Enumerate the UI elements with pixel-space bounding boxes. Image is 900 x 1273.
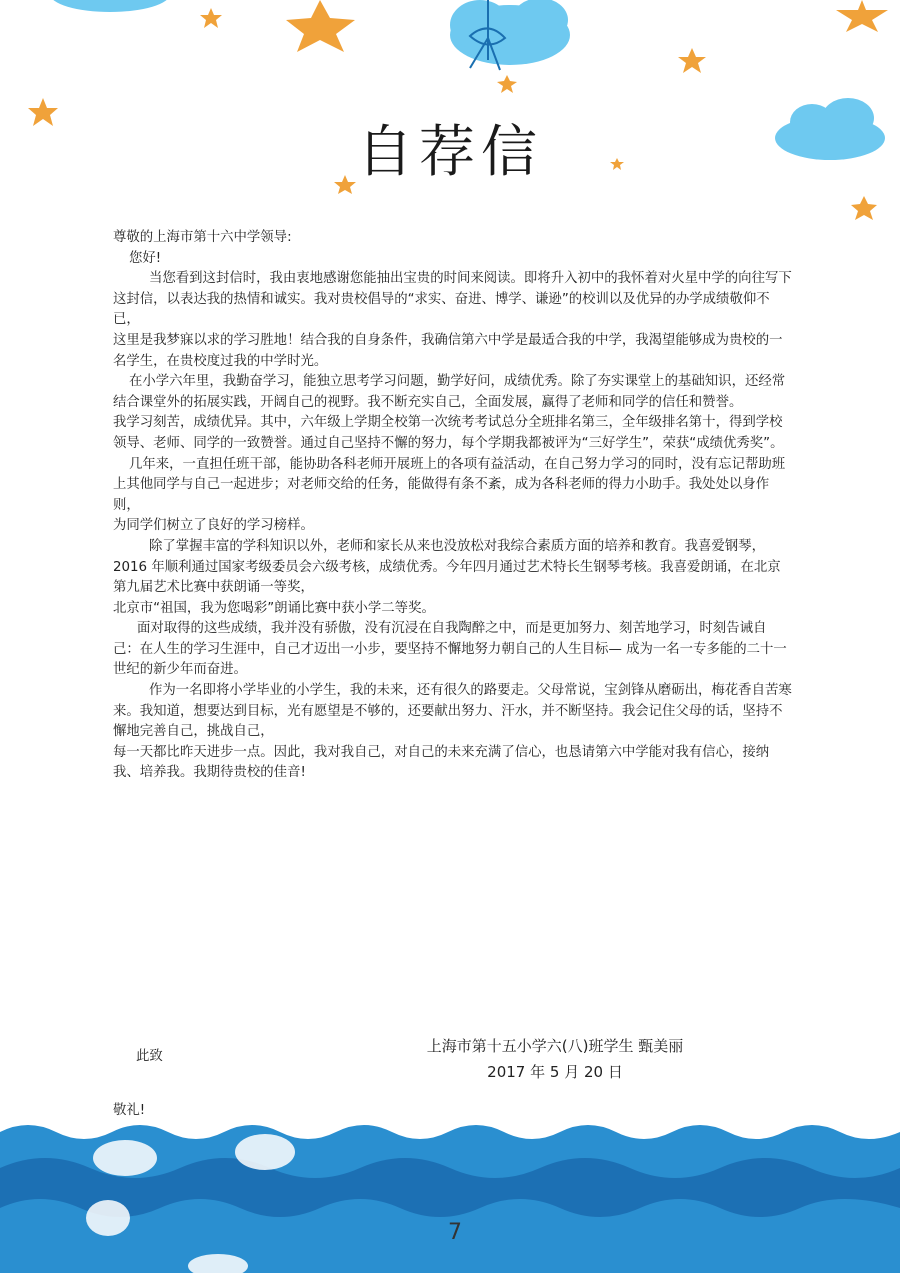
star-icon	[200, 8, 222, 28]
star-icon	[678, 48, 706, 73]
paragraph: 每一天都比昨天进步一点。因此，我对我自己，对自己的未来充满了信心，也恳请第六中学能对我有信心，接纳我、培养我。我期待贵校的佳音!	[113, 744, 770, 781]
star-icon	[497, 75, 517, 93]
letter-body	[113, 228, 793, 784]
paragraph: 当您看到这封信时，我由衷地感谢您能抽出宝贵的时间来阅读。即将升入初中的我怀着对火星中学的向往写下这封信，以表达我的热情和诚实。我对贵校倡导的“求实、奋进、博学、谦逊”的校训以及优异的办学成绩敬仰不已，	[113, 271, 792, 328]
star-icon	[836, 0, 888, 32]
foam-icon	[235, 1134, 295, 1170]
paragraph: 作为一名即将小学毕业的小学生，我的未来，还有很久的路要走。父母常说，宝剑锋从磨砺出，梅花香自苦寒来。我知道，想要达到目标，光有愿望是不够的，还要献出努力、汗水，并不断坚持。我会记住父母的话，坚持不懈地完善自己，挑战自己，	[113, 683, 792, 740]
wave-decoration	[0, 1110, 900, 1273]
paragraph: 面对取得的这些成绩，我并没有骄傲，没有沉浸在自我陶醉之中，而是更加努力、刻苦地学习，时刻告诫自己：在人生的学习生涯中，自己才迈出一小步，要坚持不懈地努力朝自己的人生目标— 成为一名一专多能的二十一世纪的新少年而奋进。	[113, 621, 787, 678]
salutation: 您好!	[129, 250, 162, 266]
gift-cloud-icon	[450, 0, 570, 70]
paragraph: 除了掌握丰富的学科知识以外，老师和家长从来也没放松对我综合素质方面的培养和教育。我喜爱钢琴，2016 年顺利通过国家考级委员会六级考核，成绩优秀。今年四月通过艺术特长生钢琴考核。我喜爱朗诵，在北京第九届艺术比赛中获朗诵一等奖，	[113, 538, 781, 596]
page-title: 自荐信	[357, 120, 543, 185]
paragraph: 北京市“祖国，我为您喝彩”朗诵比赛中获小学二等奖。	[113, 600, 435, 616]
closing-cizhi: 此致	[136, 1049, 163, 1064]
greeting: 尊敬的上海市第十六中学领导:	[113, 230, 292, 245]
date: 2017 年 5 月 20 日	[487, 1063, 623, 1081]
signature: 上海市第十五小学六(八)班学生 甄美丽	[426, 1037, 684, 1055]
cloud-icon	[50, 0, 170, 12]
paragraph: 这里是我梦寐以求的学习胜地！结合我的自身条件，我确信第六中学是最适合我的中学，我渴望能够成为贵校的一名学生，在贵校度过我的中学时光。	[113, 332, 783, 369]
foam-icon	[93, 1140, 157, 1176]
star-icon	[851, 196, 877, 220]
star-icon	[286, 0, 355, 52]
closing-jingli: 敬礼!	[113, 1103, 146, 1118]
paragraph: 几年来，一直担任班干部，能协助各科老师开展班上的各项有益活动，在自己努力学习的同时，没有忘记帮助班上其他同学与自己一起进步；对老师交给的任务，能做得有条不紊，成为各科老师的得力小助手。我处处以身作则，	[113, 456, 786, 513]
paragraph: 在小学六年里，我勤奋学习，能独立思考学习问题，勤学好问，成绩优秀。除了夯实课堂上的基础知识，还经常结合课堂外的拓展实践，开阔自己的视野。我不断充实自己，全面发展，赢得了老师和同学的信任和赞誉。	[113, 374, 786, 410]
foam-icon	[86, 1200, 130, 1236]
page-number: 7	[448, 1220, 462, 1245]
paragraph: 为同学们树立了良好的学习榜样。	[113, 518, 314, 534]
paragraph: 我学习刻苦，成绩优异。其中，六年级上学期全校第一次统考考试总分全班排名第三，全年级排名第十，得到学校领导、老师、同学的一致赞誉。通过自己坚持不懈的努力，每个学期我都被评为“三好学生”，荣获“成绩优秀奖”。	[113, 415, 784, 451]
